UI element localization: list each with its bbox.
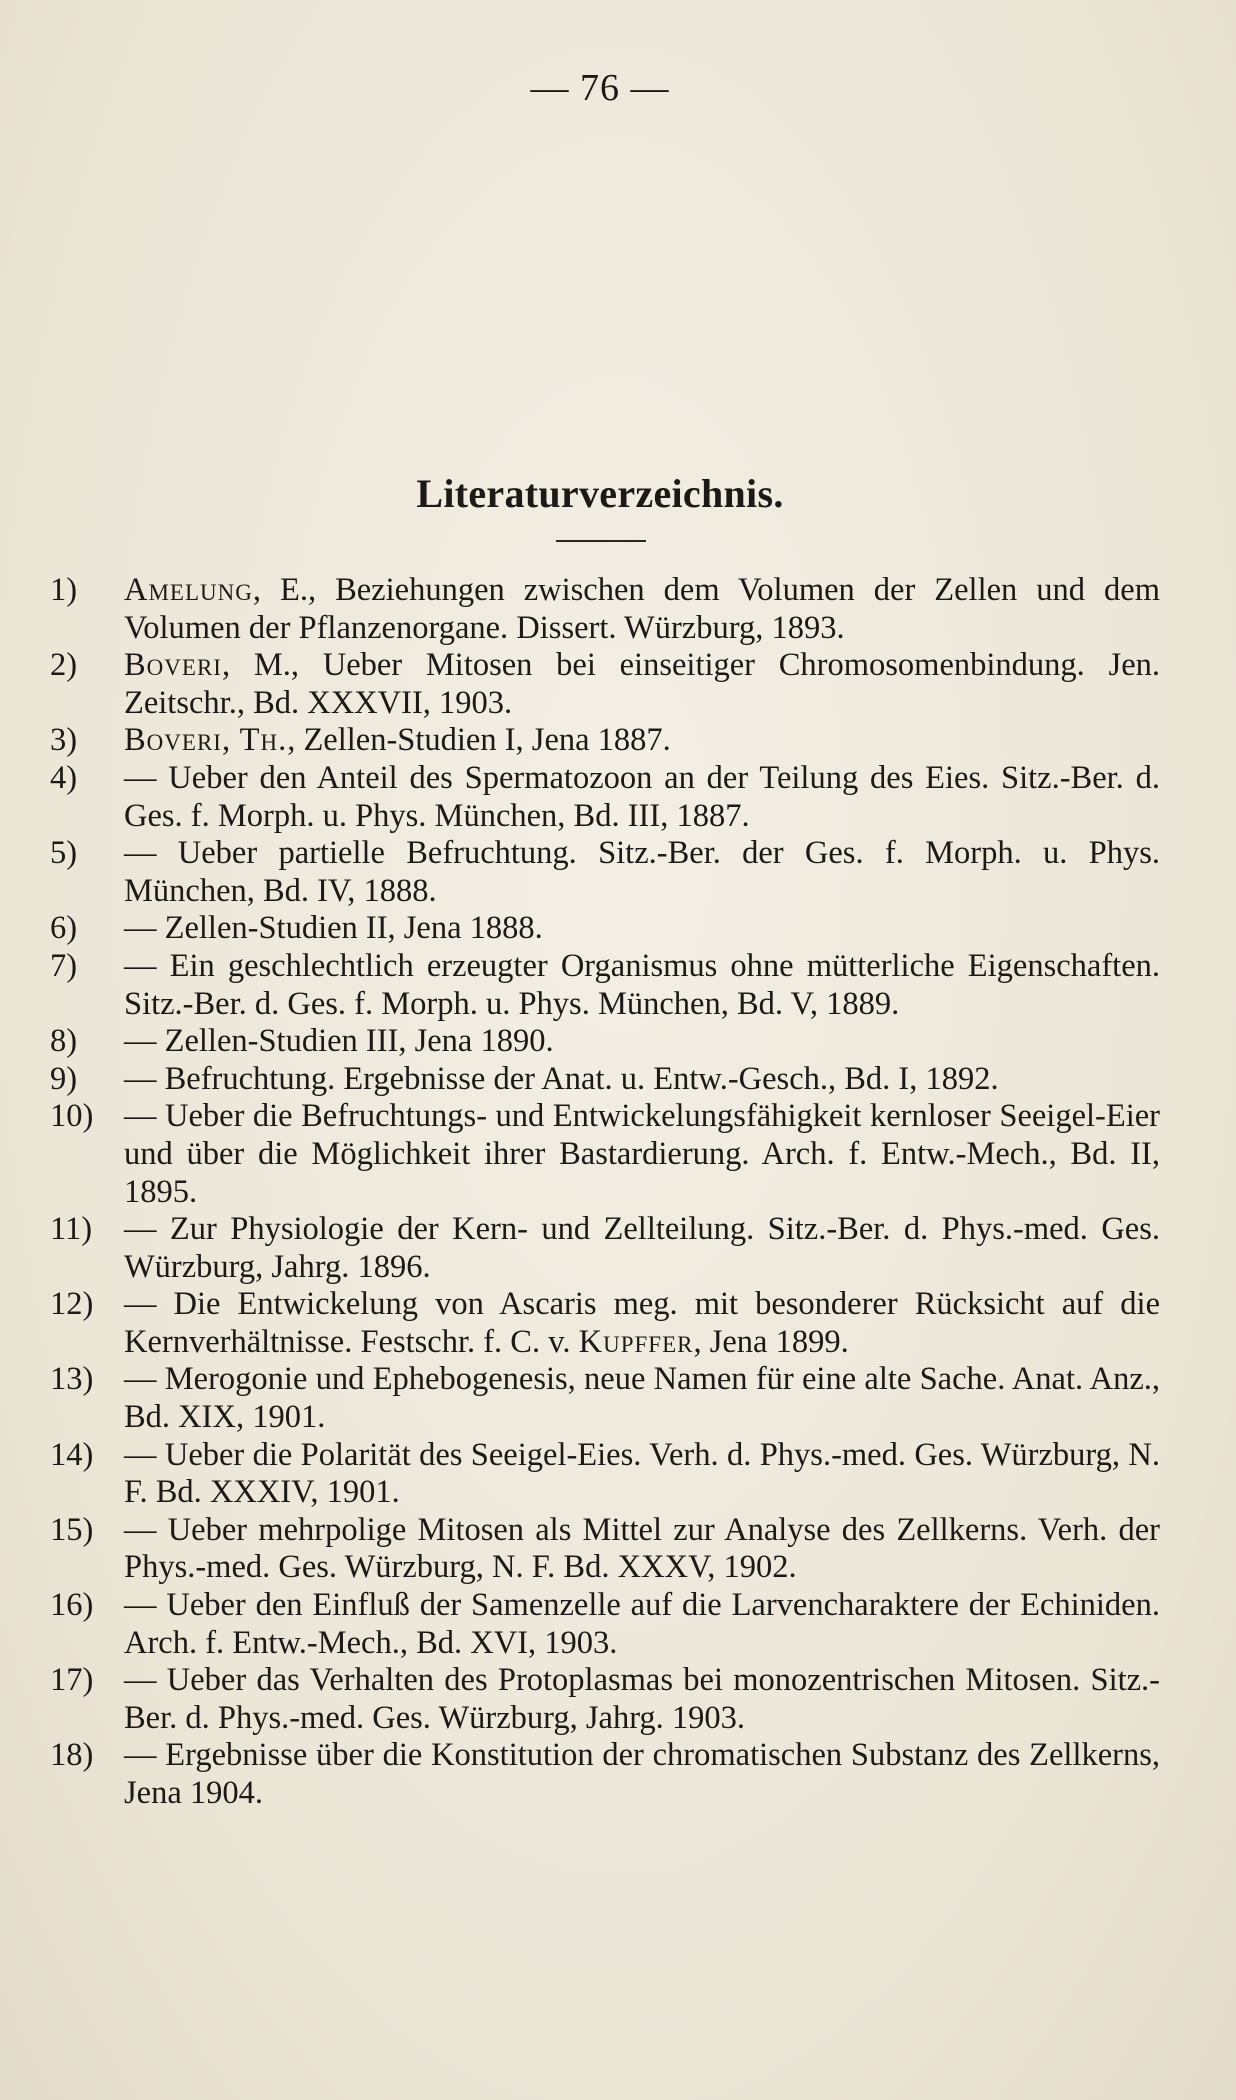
reference-number: 10)	[50, 1098, 94, 1135]
reference-text: , M., Ueber Mitosen bei einseitiger Chromosomenbindung. Jen. Zeitschr., Bd. XXXVII, 1903.	[124, 647, 1160, 721]
reference-text: — Ueber das Verhalten des Protoplasmas bei monozentrischen Mitosen. Sitz.-Ber. d. Phys.-med. Ges. Würzburg, Jahrg. 1903.	[124, 1662, 1160, 1736]
reference-text: — Befruchtung. Ergebnisse der Anat. u. Entw.-Gesch., Bd. I, 1892.	[124, 1060, 999, 1097]
reference-number: 4)	[50, 759, 78, 796]
reference-text: — Ergebnisse über die Konstitution der chromatischen Substanz des Zellkerns, Jena 1904.	[124, 1737, 1160, 1811]
reference-number: 8)	[50, 1023, 78, 1060]
reference-number: 5)	[50, 835, 78, 872]
reference-item	[50, 1061, 1160, 1099]
reference-item	[50, 1437, 1160, 1512]
reference-text: , Jena 1899.	[693, 1323, 849, 1360]
reference-text: — Ueber die Befruchtungs- und Entwickelungsfähigkeit kernloser Seeigel-Eier und über die Möglichkeit ihrer Bastardierung. Arch. f. Entw.-Mech., Bd. II, 1895.	[124, 1098, 1160, 1210]
reference-author: Boveri	[124, 647, 222, 684]
reference-item	[50, 1737, 1160, 1812]
reference-text: — Ueber den Anteil des Spermatozoon an der Teilung des Eies. Sitz.-Ber. d. Ges. f. Morph. u. Phys. München, Bd. III, 1887.	[124, 759, 1160, 834]
reference-text: — Die Entwickelung von Ascaris meg. mit besonderer Rücksicht auf die Kernverhältnisse. Festschr. f. C. v.	[124, 1286, 1160, 1360]
reference-number: 18)	[50, 1737, 94, 1774]
reference-item	[50, 910, 1160, 948]
reference-item	[50, 1662, 1160, 1737]
reference-number: 16)	[50, 1587, 94, 1624]
reference-text: , Zellen-Studien I, Jena 1887.	[287, 722, 671, 759]
reference-text: — Zellen-Studien III, Jena 1890.	[124, 1023, 554, 1060]
reference-item	[50, 1361, 1160, 1436]
reference-item	[50, 1587, 1160, 1662]
reference-text: — Zellen-Studien II, Jena 1888.	[124, 910, 543, 947]
reference-item	[50, 647, 1160, 722]
reference-item	[50, 572, 1160, 647]
reference-text: — Merogonie und Ephebogenesis, neue Namen für eine alte Sache. Anat. Anz., Bd. XIX, 1901.	[124, 1361, 1160, 1436]
reference-text: — Zur Physiologie der Kern- und Zellteilung. Sitz.-Ber. d. Phys.-med. Ges. Würzburg, Jahrg. 1896.	[124, 1211, 1160, 1285]
reference-text: — Ueber mehrpolige Mitosen als Mittel zur Analyse des Zellkerns. Verh. der Phys.-med. Ges. Würzburg, N. F. Bd. XXXV, 1902.	[124, 1511, 1160, 1586]
reference-item	[50, 1023, 1160, 1061]
reference-number: 12)	[50, 1286, 94, 1323]
reference-number: 9)	[50, 1060, 78, 1097]
reference-text: — Ueber die Polarität des Seeigel-Eies. Verh. d. Phys.-med. Ges. Würzburg, N. F. Bd. XXXIV, 1901.	[124, 1436, 1160, 1511]
reference-number: 2)	[50, 647, 78, 684]
reference-author: Boveri, Th.	[124, 722, 288, 759]
reference-text: — Ein geschlechtlich erzeugter Organismus ohne mütterliche Eigenschaften. Sitz.-Ber. d. Ges. f. Morph. u. Phys. München, Bd. V, 1889.	[124, 947, 1160, 1022]
heading-divider	[556, 540, 646, 542]
reference-author: Amelung	[124, 572, 253, 608]
reference-number: 17)	[50, 1662, 94, 1699]
reference-number: 3)	[50, 722, 78, 759]
reference-author: Kupffer	[578, 1323, 694, 1360]
reference-item	[50, 1286, 1160, 1361]
reference-text: — Ueber den Einfluß der Samenzelle auf die Larvencharaktere der Echiniden. Arch. f. Entw.-Mech., Bd. XVI, 1903.	[124, 1587, 1160, 1661]
reference-number: 7)	[50, 947, 78, 984]
reference-number: 1)	[50, 572, 78, 608]
reference-item	[50, 835, 1160, 910]
reference-list	[50, 572, 1160, 1813]
reference-text: — Ueber partielle Befruchtung. Sitz.-Ber. der Ges. f. Morph. u. Phys. München, Bd. IV, 1888.	[124, 835, 1160, 909]
reference-item	[50, 760, 1160, 835]
reference-number: 15)	[50, 1511, 94, 1548]
reference-item	[50, 722, 1160, 760]
reference-number: 11)	[50, 1211, 93, 1248]
reference-number: 6)	[50, 910, 78, 947]
reference-item	[50, 1098, 1160, 1211]
reference-number: 14)	[50, 1436, 94, 1473]
reference-item	[50, 1512, 1160, 1587]
reference-item	[50, 1211, 1160, 1286]
reference-text: , E., Beziehungen zwischen dem Volumen der Zellen und dem Volumen der Pflanzenorgane. Dissert. Würzburg, 1893.	[124, 572, 1160, 646]
page-number: — 76 —	[530, 67, 670, 109]
section-heading: Literaturverzeichnis.	[416, 471, 784, 516]
reference-number: 13)	[50, 1361, 94, 1398]
reference-item	[50, 948, 1160, 1023]
